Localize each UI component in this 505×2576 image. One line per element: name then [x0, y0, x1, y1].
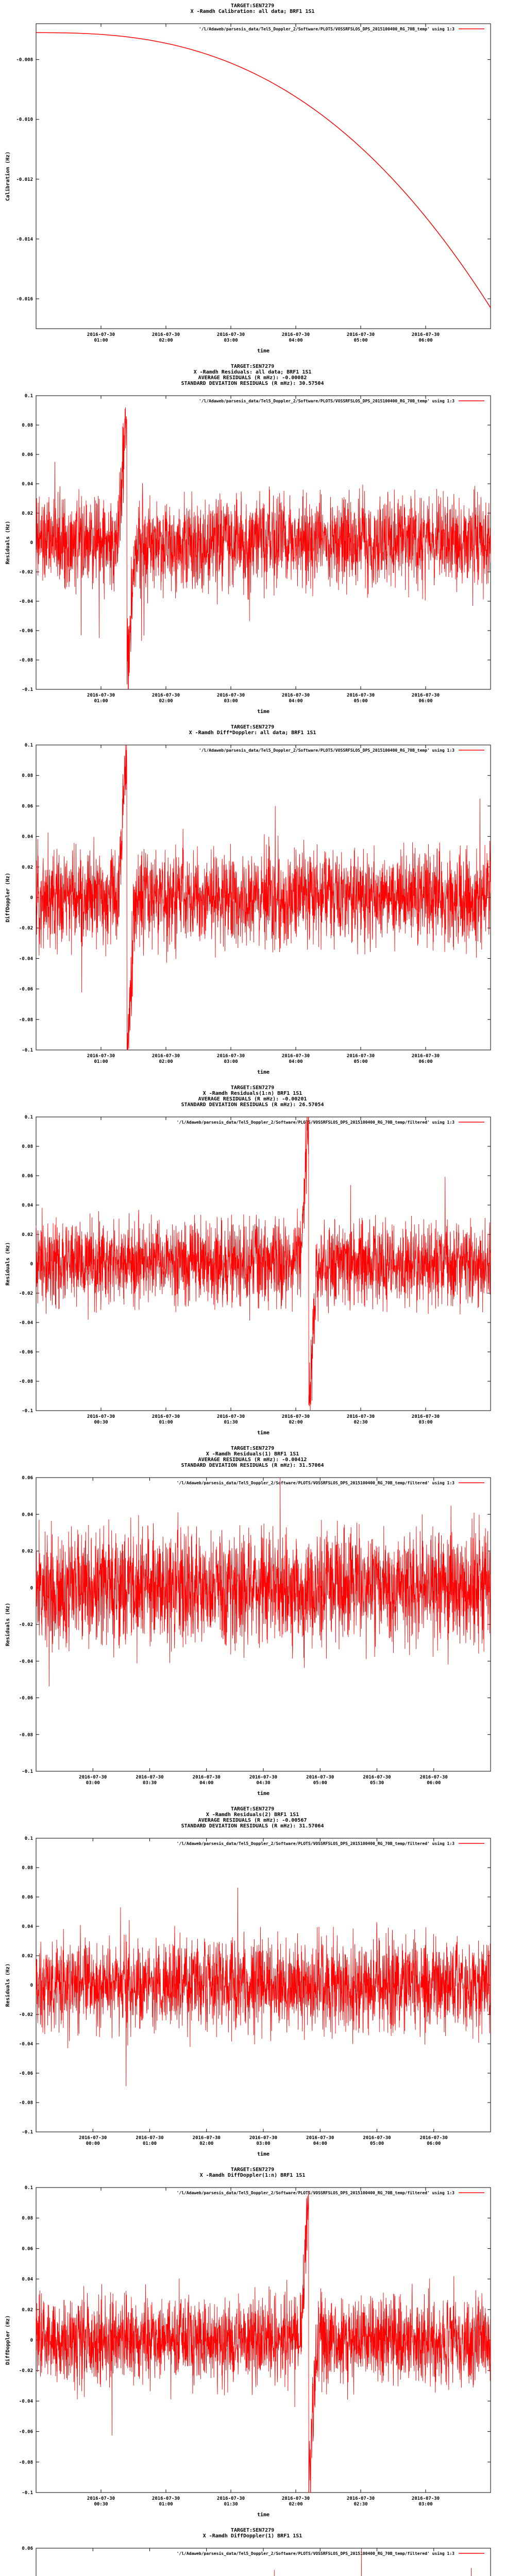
x-axis-label: time — [257, 1430, 270, 1436]
series-line — [36, 1117, 491, 1411]
y-tick-label: -0.02 — [19, 570, 33, 575]
chart-title-line: STANDARD DEVIATION RESIDUALS (R mHz): 30.57504 — [181, 381, 324, 386]
x-tick-label: 2016-07-30 04:00 — [192, 1775, 221, 1786]
y-tick-label: 0 — [30, 895, 33, 901]
chart-title-line: X -Ramdh DiffDoppler(1:n) BRF1 1S1 — [199, 2173, 306, 2178]
chart-title-line: X -Ramdh Residuals(1:n) BRF1 1S1 — [203, 1091, 302, 1096]
y-tick-label: 0.04 — [22, 2277, 33, 2282]
y-tick-label: -0.04 — [19, 956, 33, 962]
y-tick-label: 0.02 — [22, 1954, 33, 1959]
series-line — [36, 408, 491, 689]
x-tick-label: 2016-07-30 03:00 — [79, 1775, 107, 1786]
x-tick-label: 2016-07-30 03:30 — [136, 1775, 164, 1786]
x-tick-label: 2016-07-30 00:30 — [87, 2496, 115, 2507]
y-tick-label: 0.06 — [22, 2246, 33, 2252]
x-tick-label: 2016-07-30 03:00 — [216, 693, 245, 704]
chart-title-line: AVERAGE RESIDUALS (R mHz): -0.00201 — [198, 1096, 307, 1102]
x-tick-label: 2016-07-30 06:00 — [411, 1054, 440, 1064]
y-tick-label: -0.04 — [19, 1320, 33, 1326]
y-axis-label: DiffDoppler (Hz) — [5, 872, 11, 923]
chart-title-line: STANDARD DEVIATION RESIDUALS (R mHz): 31.57064 — [181, 1823, 324, 1829]
plot-frame — [36, 24, 491, 329]
y-tick-label: 0.06 — [22, 1174, 33, 1179]
x-tick-label: 2016-07-30 02:00 — [281, 2496, 310, 2507]
chart-title-line: X -Ramdh Calibration: all data; BRF1 1S1 — [190, 9, 315, 14]
y-tick-label: -0.008 — [16, 57, 33, 63]
x-tick-label: 2016-07-30 05:00 — [346, 1054, 375, 1064]
y-tick-label: 0.02 — [22, 865, 33, 870]
x-axis-label: time — [257, 709, 270, 715]
y-axis-label: Residuals (Hz) — [5, 1963, 11, 2007]
y-tick-label: -0.08 — [19, 2460, 33, 2465]
y-tick-label: 0.1 — [24, 1836, 33, 1841]
y-tick-label: -0.1 — [22, 1769, 33, 1774]
y-tick-label: -0.010 — [16, 117, 33, 123]
y-tick-label: 0.06 — [22, 1895, 33, 1900]
x-tick-label: 2016-07-30 02:30 — [346, 1414, 375, 1425]
y-tick-label: 0.08 — [22, 1144, 33, 1149]
chart-title-line: X -Ramdh Residuals(2) BRF1 1S1 — [206, 1812, 299, 1818]
y-tick-label: 0 — [30, 1983, 33, 1988]
y-tick-label: 0.1 — [24, 394, 33, 399]
x-tick-label: 2016-07-30 03:00 — [216, 332, 245, 343]
chart-title-line: TARGET:SEN7279 — [230, 1085, 275, 1091]
x-tick-label: 2016-07-30 04:00 — [306, 2136, 334, 2146]
chart-panel-7 — [0, 2164, 505, 2524]
x-tick-label: 2016-07-30 02:00 — [281, 1414, 310, 1425]
y-tick-label: -0.014 — [16, 236, 33, 242]
chart-title-line: TARGET:SEN7279 — [230, 1806, 275, 1812]
y-tick-label: -0.08 — [19, 658, 33, 663]
y-tick-label: 0.06 — [22, 1476, 33, 1481]
y-tick-label: 0.08 — [22, 2216, 33, 2222]
x-tick-label: 2016-07-30 01:00 — [87, 693, 115, 704]
x-tick-label: 2016-07-30 06:00 — [419, 2136, 448, 2146]
x-tick-label: 2016-07-30 00:00 — [79, 2136, 107, 2146]
x-tick-label: 2016-07-30 03:00 — [216, 1054, 245, 1064]
chart-title-line: X -Ramdh Residuals(1) BRF1 1S1 — [206, 1451, 299, 1457]
y-tick-label: 0.08 — [22, 423, 33, 428]
y-tick-label: 0.1 — [24, 1115, 33, 1120]
y-axis-label: DiffDoppler (Hz) — [5, 2315, 11, 2365]
y-tick-label: -0.06 — [19, 2429, 33, 2435]
y-tick-label: -0.04 — [19, 1659, 33, 1665]
x-tick-label: 2016-07-30 06:00 — [411, 693, 440, 704]
legend-label: '/l/Adaweb/parsesis_data/Tel5_Doppler_2/Software/PLOTS/VOSSRFSLOS_DPS_2015100400_RG_70B_temp/filtered' using 1:3 — [176, 1841, 454, 1846]
y-tick-label: -0.08 — [19, 1017, 33, 1023]
y-tick-label: -0.06 — [19, 629, 33, 634]
chart-panel-1 — [0, 0, 505, 361]
chart-title-line: TARGET:SEN7279 — [230, 1446, 275, 1451]
y-tick-label: 0 — [30, 1585, 33, 1591]
legend-label: '/l/Adaweb/parsesis_data/Tel5_Doppler_2/Software/PLOTS/VOSSRFSLOS_DPS_2015100400_RG_70B_temp' using 1:3 — [198, 27, 454, 31]
chart-title-line: AVERAGE RESIDUALS (R mHz): -0.00082 — [198, 375, 307, 381]
series-line — [36, 32, 491, 308]
x-tick-label: 2016-07-30 03:00 — [249, 2136, 278, 2146]
y-tick-label: 0.02 — [22, 1232, 33, 1238]
y-tick-label: -0.02 — [19, 1622, 33, 1628]
y-tick-label: -0.08 — [19, 2100, 33, 2106]
chart-panel-5 — [0, 1443, 505, 1803]
y-tick-label: 0.04 — [22, 1203, 33, 1208]
y-tick-label: 0.06 — [22, 452, 33, 457]
y-axis-label: Residuals (Hz) — [5, 520, 11, 565]
x-tick-label: 2016-07-30 01:00 — [87, 332, 115, 343]
x-tick-label: 2016-07-30 01:30 — [216, 2496, 245, 2507]
y-tick-label: -0.06 — [19, 1350, 33, 1355]
x-tick-label: 2016-07-30 02:00 — [192, 2136, 221, 2146]
y-tick-label: -0.08 — [19, 1379, 33, 1384]
y-tick-label: 0.1 — [24, 743, 33, 748]
chart-panel-3 — [0, 721, 505, 1082]
x-tick-label: 2016-07-30 02:30 — [346, 2496, 375, 2507]
y-tick-label: -0.02 — [19, 1291, 33, 1296]
y-tick-label: 0.1 — [24, 2185, 33, 2191]
chart-title-line: TARGET:SEN7279 — [230, 2167, 275, 2173]
y-tick-label: -0.04 — [19, 599, 33, 604]
x-tick-label: 2016-07-30 04:00 — [281, 332, 310, 343]
y-tick-label: 0.02 — [22, 511, 33, 516]
x-tick-label: 2016-07-30 03:00 — [411, 1414, 440, 1425]
y-tick-label: -0.1 — [22, 1048, 33, 1053]
y-tick-label: -0.04 — [19, 2042, 33, 2047]
y-tick-label: 0.04 — [22, 834, 33, 840]
y-axis-label: Residuals (Hz) — [5, 1242, 11, 1286]
x-tick-label: 2016-07-30 00:30 — [87, 1414, 115, 1425]
x-tick-label: 2016-07-30 05:00 — [346, 693, 375, 704]
y-tick-label: -0.02 — [19, 926, 33, 931]
legend-label: '/l/Adaweb/parsesis_data/Tel5_Doppler_2/Software/PLOTS/VOSSRFSLOS_DPS_2015100400_RG_70B_temp' using 1:3 — [198, 748, 454, 753]
series-line — [36, 1888, 491, 2086]
x-tick-label: 2016-07-30 06:00 — [419, 1775, 448, 1786]
y-tick-label: 0 — [30, 540, 33, 546]
y-tick-label: 0 — [30, 2338, 33, 2343]
x-axis-label: time — [257, 1070, 270, 1075]
x-tick-label: 2016-07-30 04:00 — [281, 1054, 310, 1064]
x-tick-label: 2016-07-30 02:00 — [152, 1054, 180, 1064]
series-line — [36, 745, 491, 1050]
x-tick-label: 2016-07-30 02:00 — [152, 693, 180, 704]
chart-panel-6 — [0, 1803, 505, 2164]
y-tick-label: 0 — [30, 1262, 33, 1267]
x-axis-label: time — [257, 1791, 270, 1797]
chart-title-line: AVERAGE RESIDUALS (R mHz): -0.00567 — [198, 1818, 307, 1823]
legend-label: '/l/Adaweb/parsesis_data/Tel5_Doppler_2/Software/PLOTS/VOSSRFSLOS_DPS_2015100400_RG_70B_temp/filtered' using 1:3 — [176, 2551, 454, 2556]
y-tick-label: -0.06 — [19, 2071, 33, 2076]
x-tick-label: 2016-07-30 05:00 — [363, 2136, 391, 2146]
x-tick-label: 2016-07-30 01:00 — [152, 1414, 180, 1425]
series-line — [36, 1478, 491, 1686]
y-tick-label: -0.06 — [19, 987, 33, 992]
x-tick-label: 2016-07-30 01:00 — [87, 1054, 115, 1064]
chart-title-line: X -Ramdh Diff*Doppler: all data; BRF1 1S1 — [189, 730, 316, 736]
legend-label: '/l/Adaweb/parsesis_data/Tel5_Doppler_2/Software/PLOTS/VOSSRFSLOS_DPS_2015100400_RG_70B_temp' using 1:3 — [198, 399, 454, 403]
x-tick-label: 2016-07-30 01:00 — [136, 2136, 164, 2146]
chart-panel-2 — [0, 361, 505, 721]
x-tick-label: 2016-07-30 05:30 — [363, 1775, 391, 1786]
y-tick-label: -0.012 — [16, 177, 33, 182]
series-line — [36, 2191, 491, 2493]
y-tick-label: 0.04 — [22, 1924, 33, 1929]
y-axis-label: Calibration (Hz) — [5, 151, 11, 201]
x-axis-label: time — [257, 2512, 270, 2518]
chart-title-line: X -Ramdh DiffDoppler(1) BRF1 1S1 — [203, 2533, 302, 2539]
legend-label: '/l/Adaweb/parsesis_data/Tel5_Doppler_2/Software/PLOTS/VOSSRFSLOS_DPS_2015100400_RG_70B_temp/filtered' using 1:3 — [176, 1120, 454, 1125]
y-tick-label: 0.08 — [22, 1866, 33, 1871]
y-tick-label: -0.02 — [19, 2368, 33, 2374]
x-tick-label: 2016-07-30 06:00 — [411, 332, 440, 343]
x-tick-label: 2016-07-30 05:00 — [306, 1775, 334, 1786]
chart-panel-8 — [0, 2524, 505, 2576]
x-tick-label: 2016-07-30 03:00 — [411, 2496, 440, 2507]
y-tick-label: 0.02 — [22, 2307, 33, 2313]
y-tick-label: 0.06 — [22, 2546, 33, 2551]
y-tick-label: -0.1 — [22, 2130, 33, 2135]
chart-title-line: STANDARD DEVIATION RESIDUALS (R mHz): 26.57054 — [181, 1102, 324, 1108]
y-tick-label: 0.08 — [22, 773, 33, 779]
chart-title-line: TARGET:SEN7279 — [230, 364, 275, 369]
legend-label: '/l/Adaweb/parsesis_data/Tel5_Doppler_2/Software/PLOTS/VOSSRFSLOS_DPS_2015100400_RG_70B_temp/filtered' using 1:3 — [176, 1481, 454, 1485]
x-tick-label: 2016-07-30 02:00 — [152, 332, 180, 343]
x-tick-label: 2016-07-30 01:00 — [152, 2496, 180, 2507]
y-tick-label: -0.1 — [22, 2490, 33, 2496]
chart-title-line: STANDARD DEVIATION RESIDUALS (R mHz): 31.57064 — [181, 1463, 324, 1468]
x-axis-label: time — [257, 348, 270, 354]
chart-panel-4 — [0, 1082, 505, 1443]
y-tick-label: 0.04 — [22, 482, 33, 487]
y-tick-label: -0.016 — [16, 296, 33, 302]
chart-title-line: AVERAGE RESIDUALS (R mHz): -0.00412 — [198, 1457, 307, 1463]
x-tick-label: 2016-07-30 04:00 — [281, 693, 310, 704]
y-tick-label: -0.04 — [19, 2399, 33, 2404]
chart-title-line: TARGET:SEN7279 — [230, 2528, 275, 2533]
y-tick-label: -0.1 — [22, 1409, 33, 1414]
chart-title-line: TARGET:SEN7279 — [230, 724, 275, 730]
y-tick-label: 0.04 — [22, 1512, 33, 1518]
chart-title-line: TARGET:SEN7279 — [230, 3, 275, 9]
y-tick-label: 0.02 — [22, 1549, 33, 1554]
y-tick-label: -0.06 — [19, 1696, 33, 1701]
legend-label: '/l/Adaweb/parsesis_data/Tel5_Doppler_2/Software/PLOTS/VOSSRFSLOS_DPS_2015100400_RG_70B_temp/filtered' using 1:3 — [176, 2191, 454, 2195]
x-tick-label: 2016-07-30 04:30 — [249, 1775, 278, 1786]
x-tick-label: 2016-07-30 05:00 — [346, 332, 375, 343]
y-tick-label: -0.02 — [19, 2012, 33, 2018]
y-axis-label: Residuals (Hz) — [5, 1602, 11, 1647]
y-tick-label: -0.08 — [19, 1732, 33, 1738]
chart-title-line: X -Ramdh Residuals: all data; BRF1 1S1 — [193, 369, 312, 375]
x-axis-label: time — [257, 2151, 270, 2157]
y-tick-label: -0.1 — [22, 687, 33, 692]
y-tick-label: 0.06 — [22, 804, 33, 809]
x-tick-label: 2016-07-30 01:30 — [216, 1414, 245, 1425]
